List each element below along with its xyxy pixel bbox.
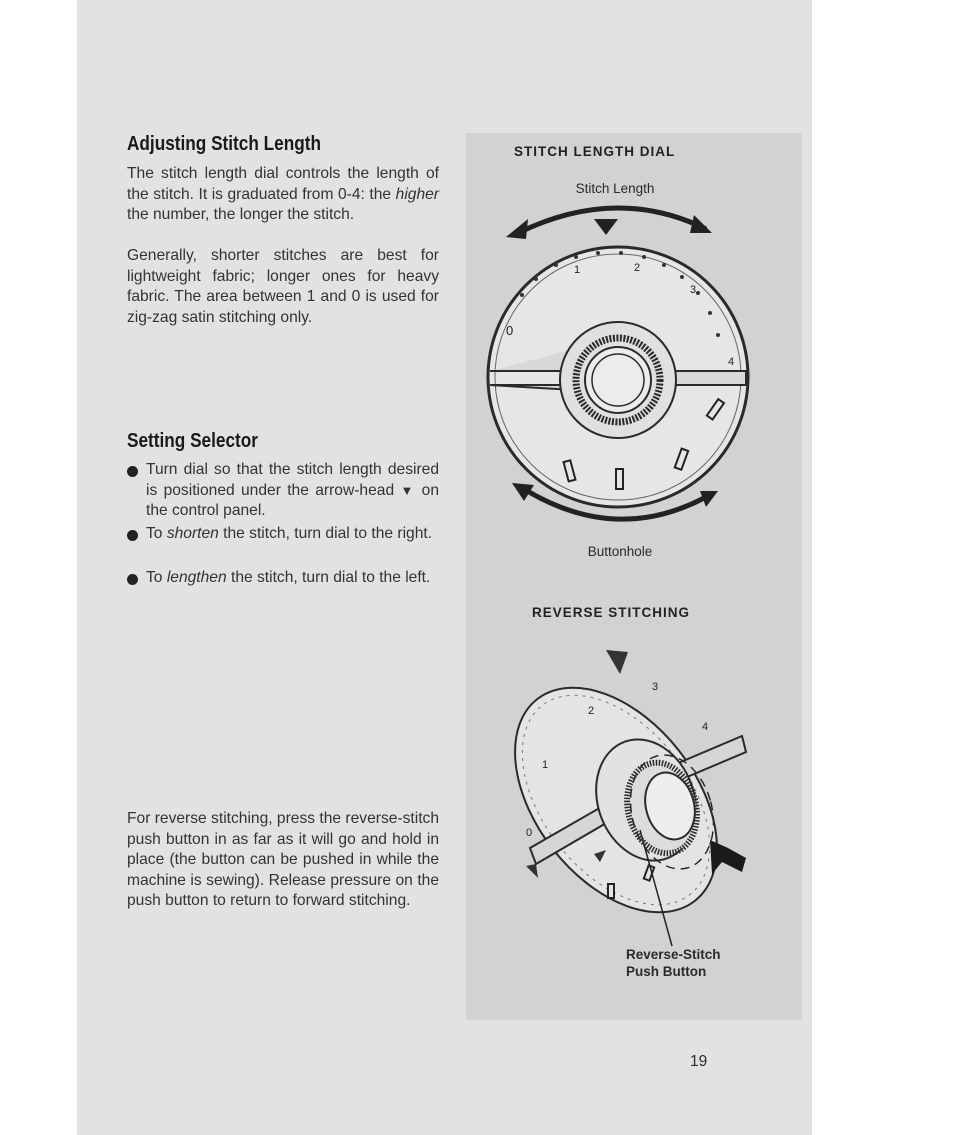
reverse-number-2: 2: [588, 705, 595, 717]
top-arrow-right-head: [690, 215, 712, 233]
bullet-item-turn-dial: [127, 460, 439, 522]
dial-number-4: 4: [728, 356, 735, 368]
reverse-pointer-left: [526, 864, 538, 878]
stitch-length-label: Stitch Length: [575, 181, 655, 196]
reverse-stitching-illustration: [466, 640, 802, 950]
bullet-dot: [127, 530, 138, 541]
push-button-caption-line1: Reverse-Stitch: [626, 947, 721, 962]
adjust-p1-emphasis: higher: [395, 185, 439, 203]
bullet1-text-end: on the control panel.: [146, 481, 440, 519]
bullet3-text-end: the stitch, turn dial to the left.: [226, 569, 431, 586]
adjust-paragraph-2: Generally, shorter stitches are best for lightweight fabric; longer ones for heavy fabric. The area between 1 and 0 is used for zig-zag satin stitching only.: [127, 247, 439, 326]
adjust-p1-text: The stitch length dial controls the length of the stitch. It is graduated from 0-4: the: [127, 165, 439, 203]
dial-number-1: 1: [574, 264, 581, 276]
bullet2-emphasis: shorten: [166, 525, 219, 542]
stitch-length-dial-illustration: [466, 195, 802, 555]
reverse-stitching-title: REVERSE STITCHING: [532, 605, 691, 620]
buttonhole-label: Buttonhole: [587, 544, 653, 559]
reverse-stitching-paragraph: For reverse stitching, press the reverse-stitch push button in as far as it will go and hold in place (the button can be pushed in while the machine is sewing). Release pressure on the push button to return to forward stitching.: [127, 810, 439, 909]
adjusting-stitch-length-heading: Adjusting Stitch Length: [127, 133, 321, 155]
bullet-item-shorten: [127, 524, 439, 545]
reverse-number-0: 0: [526, 827, 533, 839]
setting-selector-heading: Setting Selector: [127, 430, 258, 452]
top-arrow-left-head: [506, 219, 528, 239]
bullet2-text-end: the stitch, turn dial to the right.: [218, 525, 433, 542]
arrowhead-indicator: [594, 219, 618, 235]
bullet3-emphasis: lengthen: [166, 569, 227, 586]
push-button-caption-line2: Push Button: [626, 964, 707, 979]
adjust-p1-text-end: the number, the longer the stitch.: [127, 206, 355, 223]
reverse-number-1: 1: [542, 759, 549, 771]
push-button-caption: [626, 946, 721, 980]
bullet3-text: To: [146, 569, 167, 586]
adjust-paragraph-1: [127, 164, 439, 226]
dial-number-2: 2: [634, 262, 641, 274]
dial-number-0: 0: [506, 323, 514, 338]
bullet1-text: Turn dial so that the stitch length desired is positioned under the arrow-head: [146, 461, 439, 499]
dial-number-3: 3: [690, 284, 697, 296]
page-number: 19: [690, 1053, 708, 1070]
arrowhead-symbol: ▼: [400, 482, 416, 498]
bullet-dot: [127, 574, 138, 585]
dial-knob-center: [585, 347, 651, 413]
bullet-item-lengthen: [127, 568, 439, 589]
reverse-number-4: 4: [702, 721, 709, 733]
reverse-arrowhead-indicator: [606, 650, 628, 674]
bullet-dot: [127, 466, 138, 477]
push-direction-arrow: [710, 840, 746, 874]
stitch-length-dial-title: STITCH LENGTH DIAL: [514, 144, 676, 159]
bullet2-text: To: [146, 525, 167, 542]
reverse-number-3: 3: [652, 681, 659, 693]
